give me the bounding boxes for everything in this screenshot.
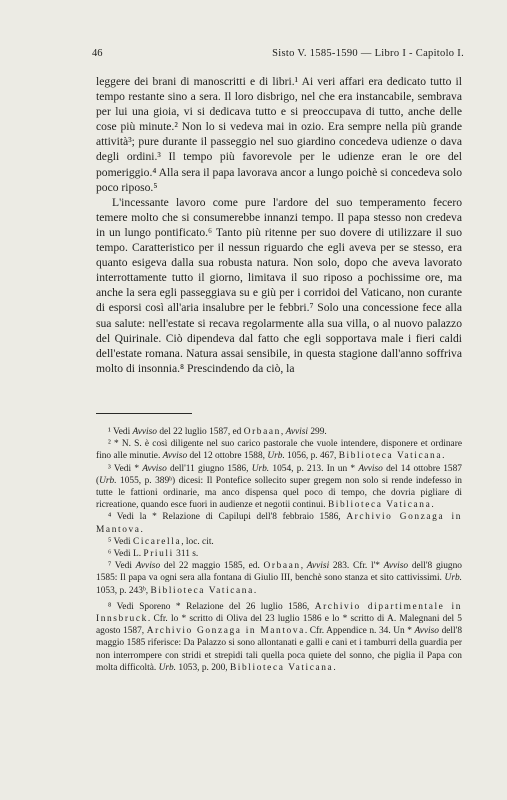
footnote: ⁴ Vedi la * Relazione di Capilupi dell'8 febbraio 1586, Archivio Gonzaga in Mantova. (96, 512, 462, 535)
paragraph: L'incessante lavoro come pure l'ardore del suo temperamento fecero temere molto che si consumerebbe innanzi tempo. Il papa stesso non credeva in un lungo pontificato.⁶ Tanto più ritenne per suo dovere di utilizzare il suo tempo. Caratteristico per il nessun riguardo che egli aveva per se stesso, era quanto esigeva dalla sua robusta natura. Non solo, dopo che aveva lavorato interrottamente tutto il giorno, limitava il suo riposo a pochissime ore, ma anche la sera egli passeggiava su e giù per i corridoi del Vaticano, non curante di esporsi così all'aria insalubre per le febbri.⁷ Solo una concessione fece alla sua salute: nell'estate si recava regolarmente alla sua villa, o al nuovo palazzo del Quirinale. Ciò dipendeva dal fatto che egli sopportava male i fieri caldi dell'estate romana. Natura assai sensibile, in questa stagione dall'anno soffriva molto di insonnia.⁸ Prescindendo da ciò, la (96, 195, 462, 375)
running-title: Sisto V. 1585-1590 — Libro I - Capitolo I. (272, 48, 464, 59)
page-number: 46 (92, 48, 103, 59)
footnote: ² * N. S. è così diligente nel suo carico pastorale che vuole intendere, disponere et ordinare fino alle minutie. Avviso del 12 ottobre 1588, Urb. 1056, p. 467, Biblioteca Vaticana. (96, 439, 462, 462)
footnote: ⁸ Vedi Sporeno * Relazione del 26 luglio 1586, Archivio dipartimentale in Innsbruck. Cfr. lo * scritto di Oliva del 23 luglio 1586 e lo * scritto di A. Malegnani del 5 agosto 1587, Archivio Gonzaga in Mantova. Cfr. Appendice n. 34. Un * Avviso dell'8 maggio 1585 riferisce: Da Palazzo si sono allontanati e galli e cani et i tamburri della guardia per non interrompere con stridi et strepidi tali quella poca quiete del sonno, che piglia il Papa con molta difficoltà. Urb. 1053, p. 200, Biblioteca Vaticana. (96, 601, 463, 673)
footnote: ¹ Vedi Avviso del 22 luglio 1587, ed Orbaan, Avvisi 299. (108, 427, 327, 437)
paragraph: leggere dei brani di manoscritti e di libri.¹ Ai veri affari era dedicato tutto il tempo restante sino a sera. Il loro disbrigo, nel che era instancabile, sembrava per lui una gioia, vi si dedicava tutto e si preoccupava di tutto, anche delle cose più minute.² Non lo si vedeva mai in ozio. Era sempre nella più grande attività³; pure durante il passeggio nel suo giardino concedeva udienze o dava degli ordini.³ Il tempo più favorevole per le udienze eran le ore del pomeriggio.⁴ Alla sera il papa lavorava ancor a lungo poichè si concedeva solo poco riposo.⁵ (96, 75, 462, 194)
footnotes (96, 426, 462, 674)
running-header (92, 48, 464, 59)
footnote-rule (96, 413, 192, 414)
footnote: ⁵ Vedi Cicarella, loc. cit. (108, 536, 214, 547)
main-text (96, 74, 462, 376)
footnote: ³ Vedi * Avviso dell'11 giugno 1586, Urb. 1054, p. 213. In un * Avviso del 14 ottobre 1587 (Urb. 1055, p. 389ᵇ) dicesi: Il Pontefice sollecito super gregem non solo si rende indefesso in tutte le fattioni ordinarie, ma anco dispensa quel poco di tempo, che dovria pigliare di ricreatione, quando esce fuori in audienze et negotii continui. Biblioteca Vaticana. (96, 463, 462, 511)
footnote: ⁶ Vedi L. Priuli 311 s. (108, 549, 199, 560)
footnote: ⁷ Vedi Avviso del 22 maggio 1585, ed. Orbaan, Avvisi 283. Cfr. l'* Avviso dell'8 giugno 1585: Il papa va ogni sera alla fontana di Giulio III, benchè sono stanza et sito cattivissimi. Urb. 1053, p. 243ᵇ, Biblioteca Vaticana. (96, 561, 462, 596)
